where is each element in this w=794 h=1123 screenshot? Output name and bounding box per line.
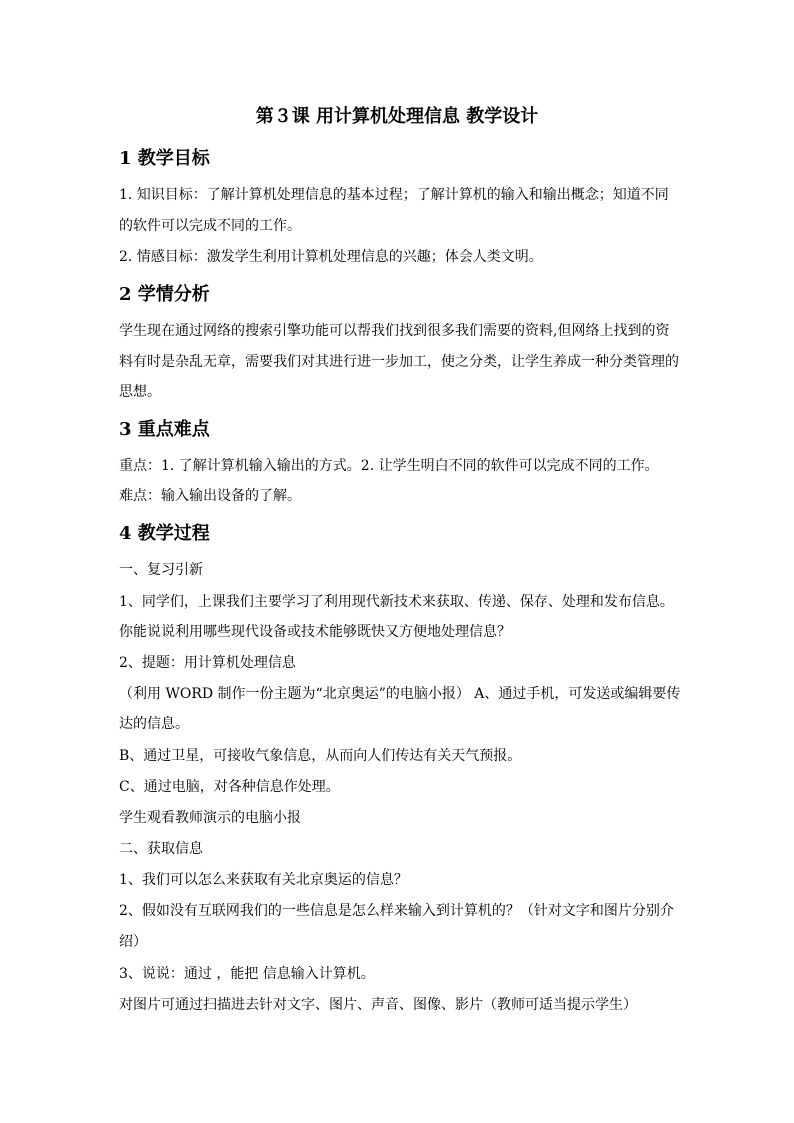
section-heading-teaching-process: 4 教学过程	[119, 523, 210, 544]
paragraph-line: 料有时是杂乱无章，需要我们对其进行进一步加工，使之分类，让学生养成一种分类管理的	[119, 354, 679, 370]
paragraph-line: 达的信息。	[119, 716, 189, 732]
paragraph-line: 重点：1. 了解计算机输入输出的方式。2. 让学生明白不同的软件可以完成不同的工作。	[119, 458, 659, 474]
paragraph-line: B、通过卫星，可接收气象信息，从而向人们传达有关天气预报。	[119, 748, 522, 764]
paragraph-line: 一、复习引新	[119, 562, 203, 578]
paragraph-line: 绍）	[119, 934, 147, 950]
paragraph-line: 学生观看教师演示的电脑小报	[119, 810, 301, 826]
paragraph-line: 对图片可通过扫描进去针对文字、图片、声音、图像、影片（教师可适当提示学生）	[119, 997, 637, 1013]
paragraph-line: 2、假如没有互联网我们的一些信息是怎么样来输入到计算机的？（针对文字和图片分别介	[119, 903, 674, 919]
section-heading-key-difficulties: 3 重点难点	[119, 419, 210, 440]
paragraph-line: （利用 WORD 制作一份主题为“北京奥运”的电脑小报） A、通过手机，可发送或编辑要传	[119, 686, 681, 702]
section-heading-teaching-objectives: 1 教学目标	[119, 148, 210, 169]
paragraph-line: 你能说说利用哪些现代设备或技术能够既快又方便地处理信息？	[119, 624, 511, 640]
paragraph-line: 2、提题：用计算机处理信息	[119, 655, 296, 671]
paragraph-line: 难点：输入输出设备的了解。	[119, 488, 301, 504]
paragraph-line: C、通过电脑，对各种信息作处理。	[119, 779, 340, 795]
paragraph-line: 1、同学们，上课我们主要学习了利用现代新技术来获取、传递、保存、处理和发布信息。	[119, 594, 674, 610]
paragraph-line: 3、说说：通过 ，能把 信息输入计算机。	[119, 966, 375, 982]
paragraph-line: 二、获取信息	[119, 841, 203, 857]
paragraph-line: 2. 情感目标：激发学生利用计算机处理信息的兴趣；体会人类文明。	[119, 249, 543, 265]
paragraph-line: 的软件可以完成不同的工作。	[119, 218, 301, 234]
paragraph-line: 1. 知识目标：了解计算机处理信息的基本过程；了解计算机的输入和输出概念；知道不同	[119, 187, 669, 203]
section-heading-student-analysis: 2 学情分析	[119, 284, 210, 305]
paragraph-line: 思想。	[119, 384, 161, 400]
document-title: 第３课 用计算机处理信息 教学设计	[255, 106, 539, 127]
paragraph-line: 1、我们可以怎么来获取有关北京奥运的信息？	[119, 872, 408, 888]
paragraph-line: 学生现在通过网络的搜索引擎功能可以帮我们找到很多我们需要的资料,但网络上找到的资	[119, 323, 670, 339]
